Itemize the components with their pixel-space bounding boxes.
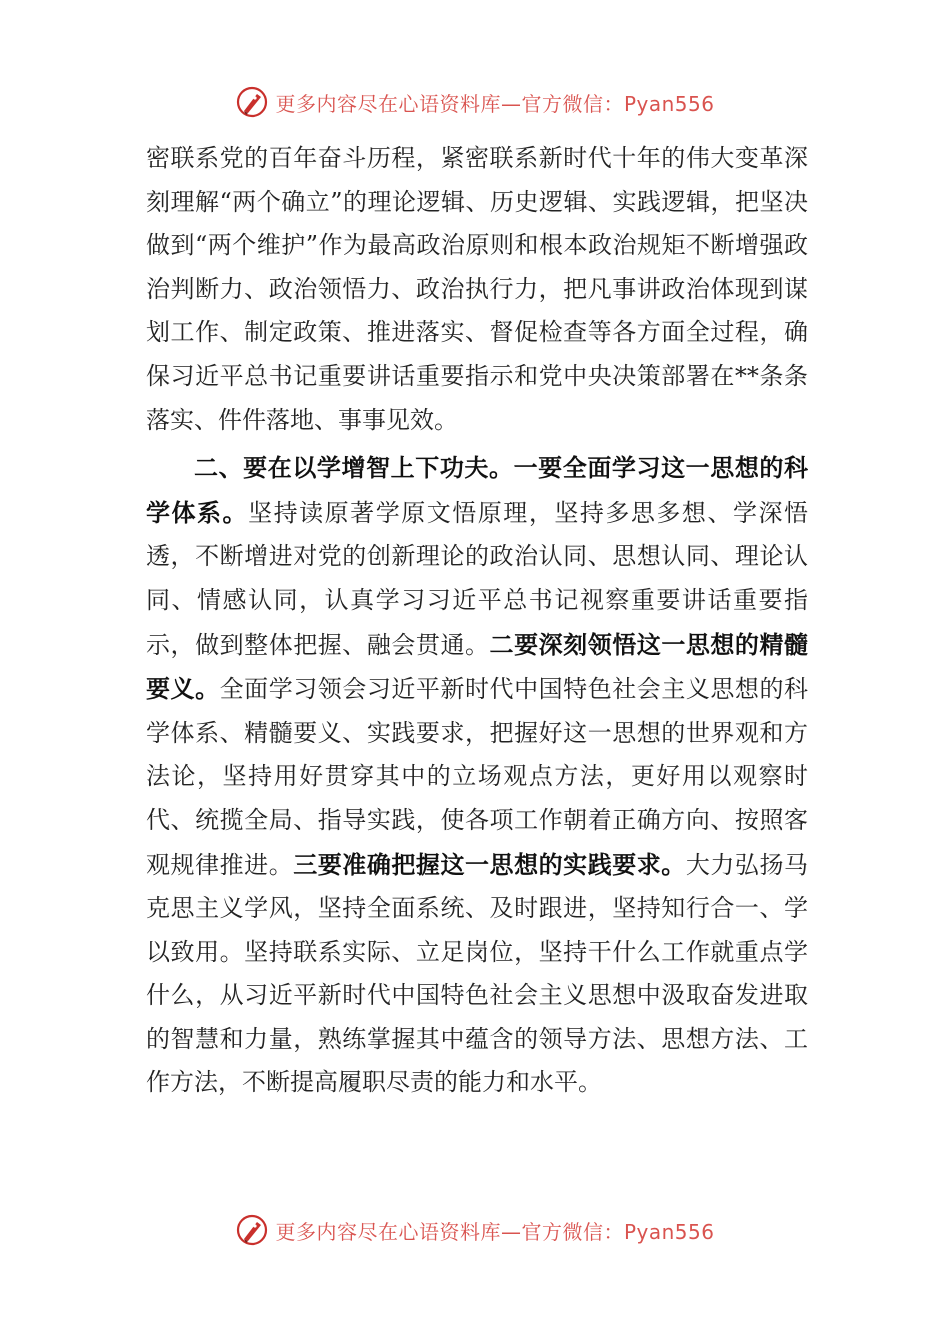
point-heading: 三要准确把握这一思想的实践要求。 xyxy=(293,849,686,879)
section-heading: 二、要在以学增智上下功夫。一要全面学习这一思想的科学体系。 xyxy=(146,453,808,527)
text-run: 全面学习领会习近平新时代中国特色社会主义思想的科学体系、精髓要义、实践要求，把握好这一思想的世界观和方法论，坚持用好贯穿其中的立场观点方法，更好用以观察时代、统揽全局、指导实践，使各项工作朝着正确方向、按照客观规律推进。 xyxy=(146,675,809,879)
watermark-text: 更多内容尽在心语资料库—官方微信：Pyan556 xyxy=(275,1219,715,1244)
footer-watermark xyxy=(0,1210,950,1250)
point-heading: 二要深刻领悟这一思想的精髓要义。 xyxy=(146,629,809,704)
text-run: 大力弘扬马克思主义学风，坚持全面系统、及时跟进，坚持知行合一、学以致用。坚持联系实际、立足岗位，坚持干什么工作就重点学什么，从习近平新时代中国特色社会主义思想中汲取奋发进取的智慧和力量，熟练掌握其中蕴含的领导方法、思想方法、工作方法，不断提高履职尽责的能力和水平。 xyxy=(146,850,809,1097)
text-run: 密联系党的百年奋斗历程，紧密联系新时代十年的伟大变革深刻理解“两个确立”的理论逻辑、历史逻辑、实践逻辑，把坚决做到“两个维护”作为最高政治原则和根本政治规矩不断增强政治判断力、政治领悟力、政治执行力，把凡事讲政治体现到谋划工作、制定政策、推进落实、督促检查等各方面全过程，确保习近平总书记重要讲话重要指示和党中央决策部署在**条条落实、件件落地、事事见效。 xyxy=(146,144,808,434)
paragraph-section-two xyxy=(146,446,808,1105)
pen-nib-icon xyxy=(235,1213,269,1247)
paragraph-continuation xyxy=(146,137,808,442)
document-body xyxy=(146,137,808,1105)
text-run: 坚持读原著学原文悟原理，坚持多思多想、学深悟透，不断增进对党的创新理论的政治认同、思想认同、理论认同、情感认同，认真学习习近平总书记视察重要讲话重要指示，做到整体把握、融会贯通。 xyxy=(146,498,809,659)
pen-nib-icon xyxy=(235,85,269,119)
watermark-text: 更多内容尽在心语资料库—官方微信：Pyan556 xyxy=(275,91,715,116)
header-watermark xyxy=(0,82,950,122)
